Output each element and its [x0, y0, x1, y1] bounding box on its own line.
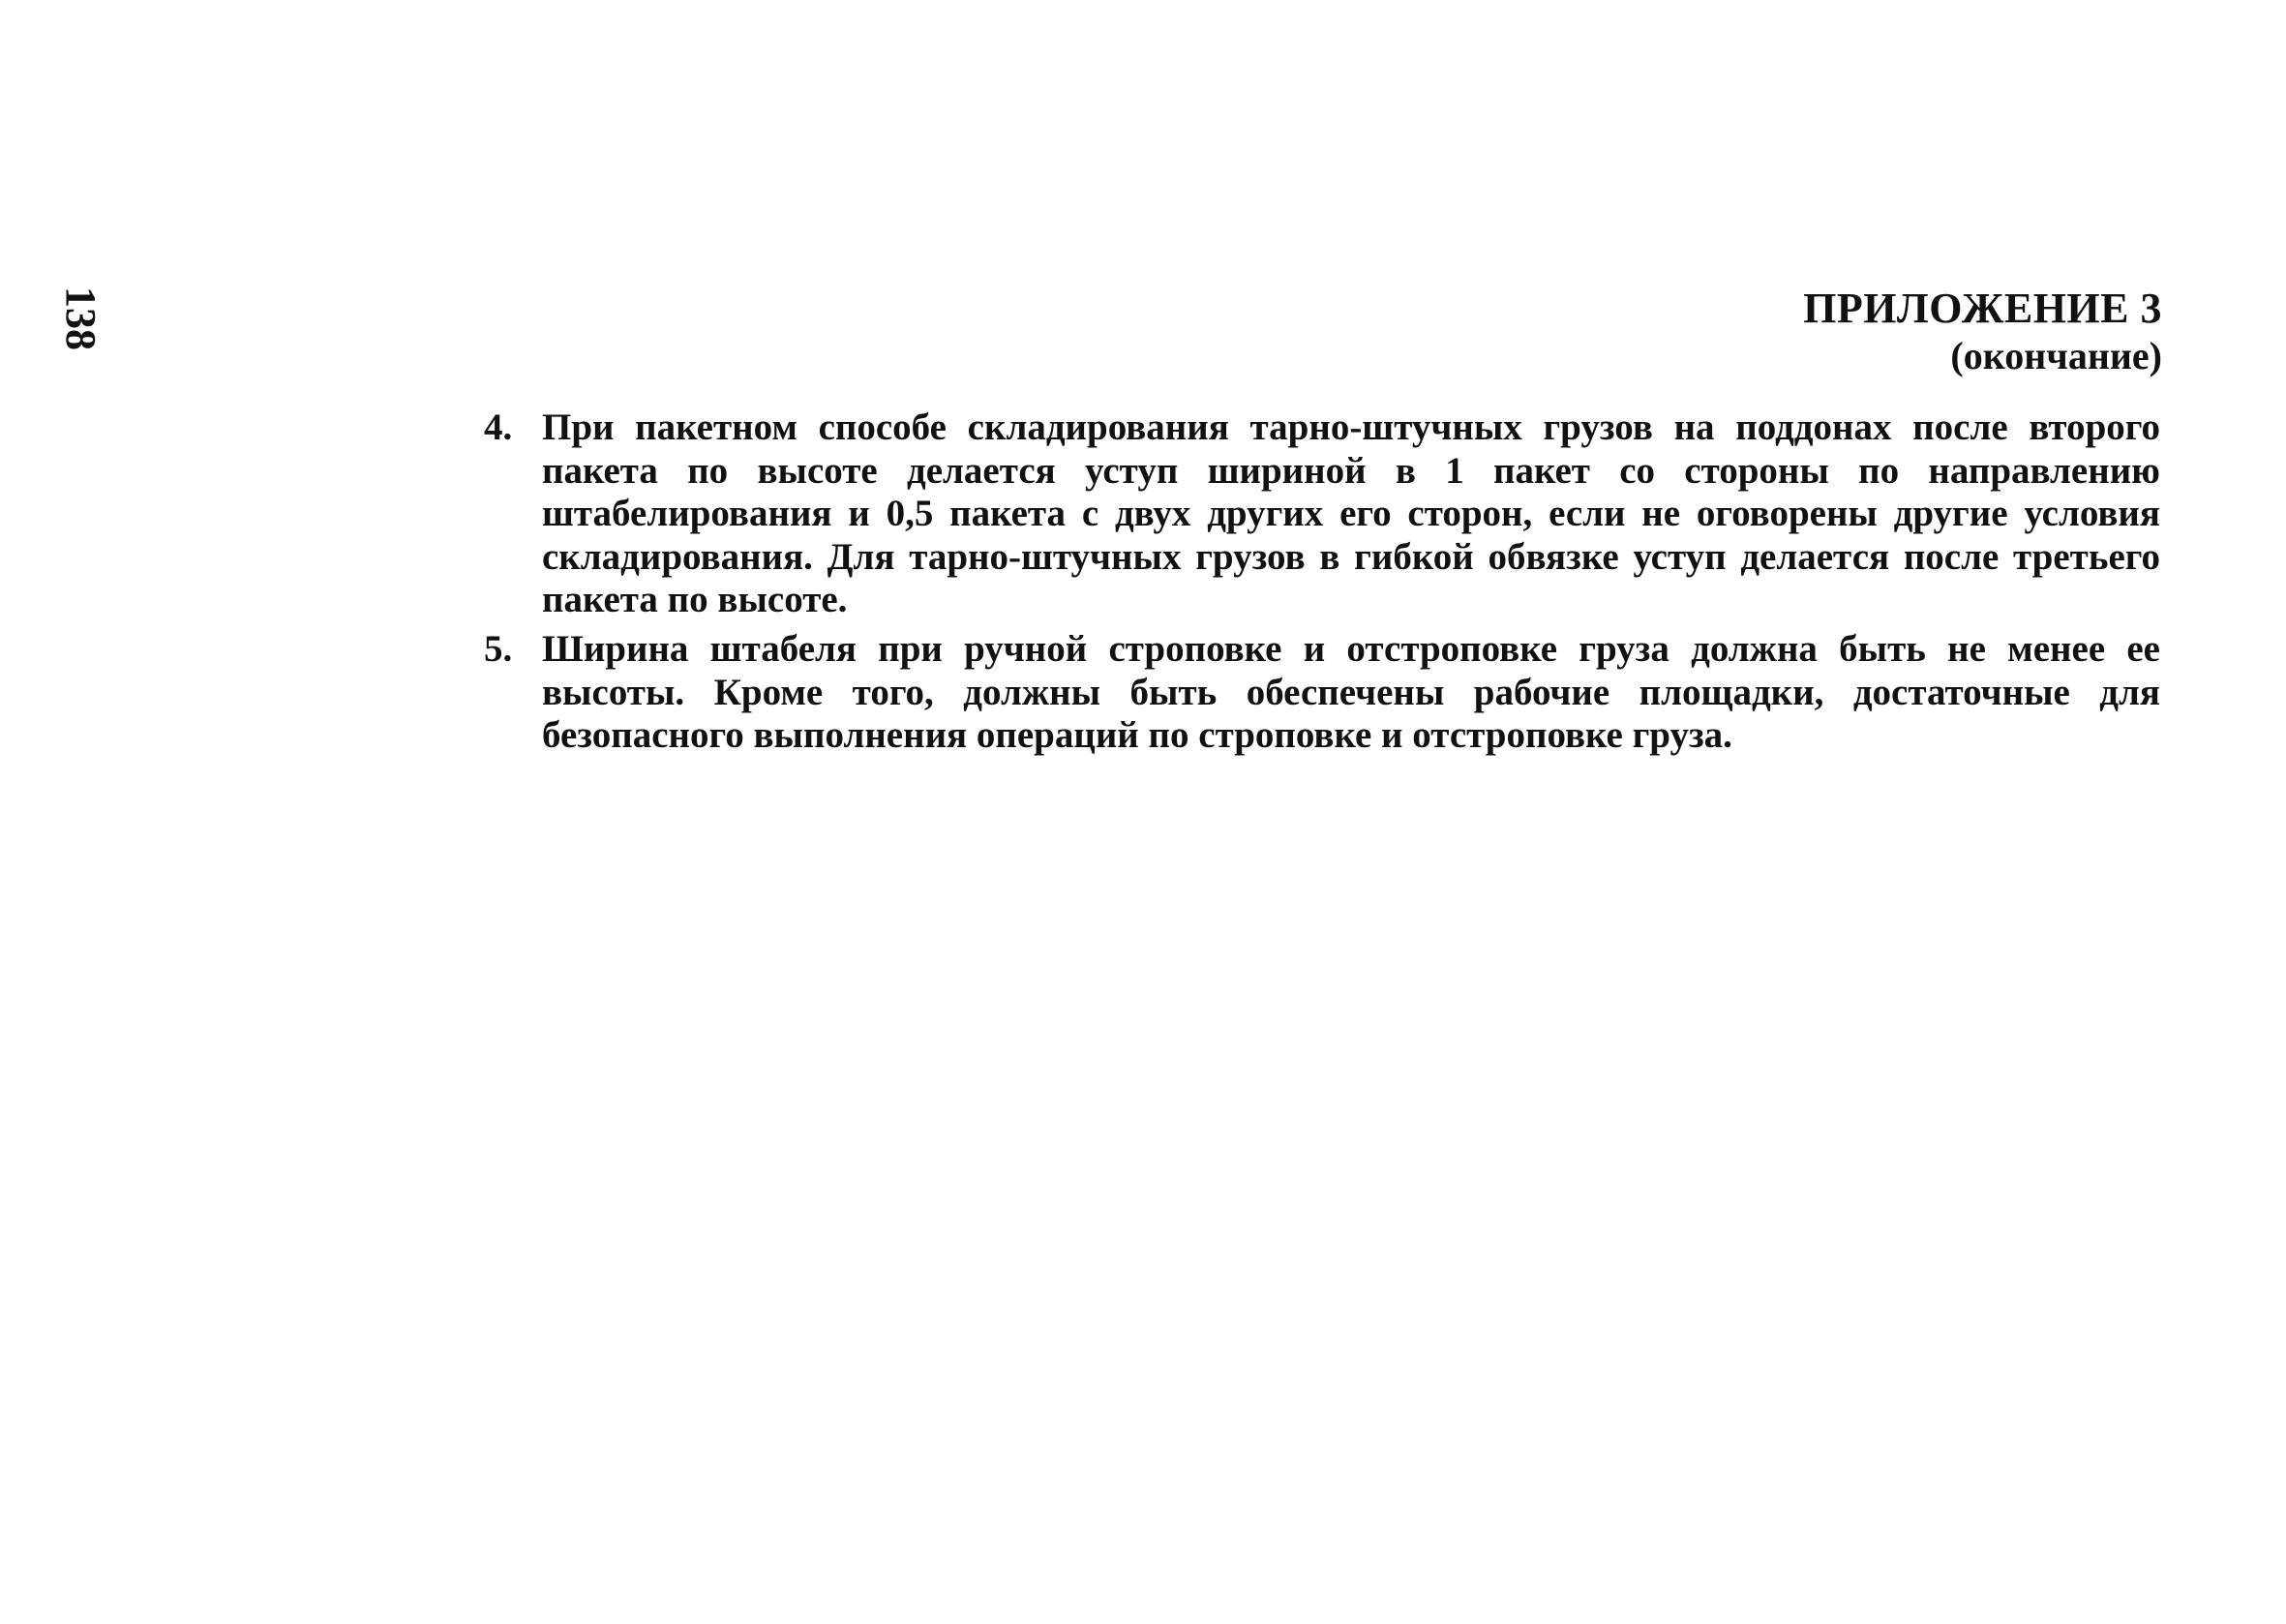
appendix-heading — [1803, 285, 2162, 379]
list-item — [484, 406, 2160, 622]
page-number: 138 — [57, 286, 105, 350]
list-item — [484, 628, 2160, 758]
item-number: 4. — [484, 406, 513, 448]
item-number: 5. — [484, 627, 513, 670]
item-text: Ширина штабеля при ручной строповке и отстроповке груза должна быть не менее ее высоты. Кроме того, должны быть обеспечены рабочие площадки, достаточные для безопасного выполнения операций по строповке и отстроповке груза. — [542, 627, 2160, 757]
document-body — [484, 406, 2160, 764]
item-text: При пакетном способе складирования тарно-штучных грузов на поддонах после второго пакета по высоте делается уступ шириной в 1 пакет со стороны по направлению штабелирования и 0,5 пакета с двух других его сторон, если не оговорены другие условия складирования. Для тарно-штучных грузов в гибкой обвязке уступ делается после третьего пакета по высоте. — [542, 406, 2160, 621]
appendix-title: ПРИЛОЖЕНИЕ 3 — [1803, 285, 2162, 332]
appendix-subtitle: (окончание) — [1950, 334, 2162, 377]
